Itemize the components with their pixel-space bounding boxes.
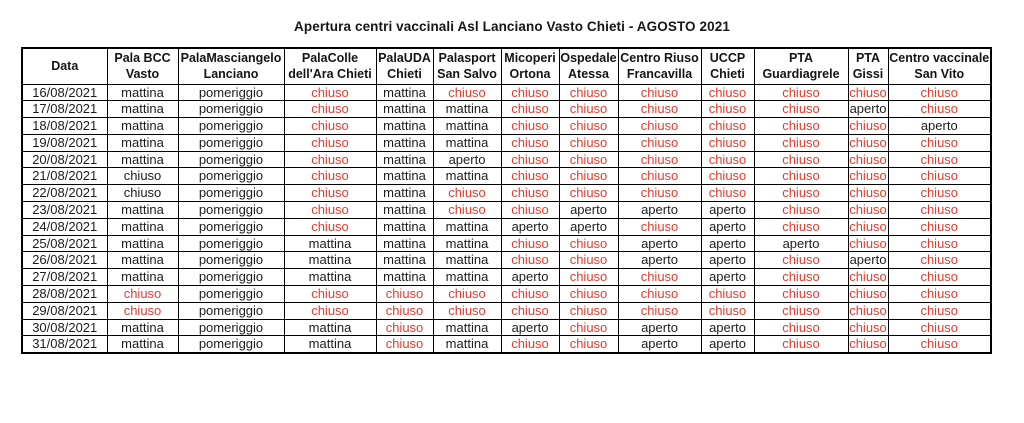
status-cell: mattina [107, 235, 178, 252]
status-cell: aperto [618, 202, 701, 219]
table-header [22, 48, 991, 84]
header-cell-site-8 [701, 48, 754, 84]
status-cell: pomeriggio [178, 319, 284, 336]
status-cell: mattina [433, 218, 501, 235]
status-cell: aperto [849, 101, 887, 117]
status-cell: mattina [107, 151, 178, 168]
header-cell-site-10 [848, 48, 888, 84]
status-cell: mattina [376, 202, 433, 219]
status-cell: chiuso [501, 235, 559, 252]
status-cell: pomeriggio [178, 202, 284, 219]
status-cell: mattina [433, 118, 501, 135]
status-cell: chiuso [501, 168, 559, 185]
status-cell: chiuso [618, 218, 701, 235]
status-cell: aperto [888, 118, 991, 135]
schedule-table-wrapper [21, 47, 992, 354]
status-cell: chiuso [754, 134, 848, 151]
status-cell: aperto [501, 218, 559, 235]
header-cell-site-9 [754, 48, 848, 84]
status-cell: chiuso [849, 235, 887, 251]
status-cell: mattina [376, 185, 433, 202]
status-cell: chiuso [888, 235, 991, 252]
status-cell: aperto [618, 252, 701, 269]
status-cell: chiuso [284, 302, 376, 319]
status-cell: mattina [433, 319, 501, 336]
date-cell: 29/08/2021 [22, 302, 107, 319]
status-cell: chiuso [559, 151, 618, 168]
status-cell: chiuso [559, 235, 618, 252]
status-cell: pomeriggio [178, 151, 284, 168]
status-cell: aperto [618, 336, 701, 353]
status-cell: chiuso [754, 151, 848, 168]
status-cell: chiuso [501, 185, 559, 202]
status-cell: chiuso [618, 269, 701, 286]
header-line2: San Salvo [437, 67, 497, 82]
table-row [22, 202, 991, 219]
status-cell: chiuso [501, 134, 559, 151]
status-cell: chiuso [284, 134, 376, 151]
status-cell: aperto [701, 319, 754, 336]
status-cell: chiuso [501, 302, 559, 319]
status-cell: chiuso [284, 101, 376, 118]
table-row [22, 185, 991, 202]
date-cell: 22/08/2021 [22, 185, 107, 202]
header-line1: Pala BCC [114, 50, 171, 65]
date-cell: 28/08/2021 [22, 286, 107, 303]
status-cell: chiuso [888, 101, 991, 118]
status-cell: chiuso [849, 336, 887, 352]
status-cell: pomeriggio [178, 185, 284, 202]
status-cell: chiuso [376, 336, 433, 353]
status-cell: chiuso [754, 185, 848, 202]
table-row [22, 286, 991, 303]
status-cell: chiuso [618, 151, 701, 168]
date-cell: 17/08/2021 [22, 101, 107, 118]
status-cell: pomeriggio [178, 286, 284, 303]
status-cell: chiuso [559, 319, 618, 336]
header-line1: PalaColle [301, 50, 359, 65]
header-line1: Centro vaccinale [889, 50, 990, 65]
status-cell: chiuso [888, 134, 991, 151]
status-cell: chiuso [433, 202, 501, 219]
date-cell: 26/08/2021 [22, 252, 107, 269]
status-cell: aperto [701, 218, 754, 235]
status-cell: chiuso [754, 336, 848, 353]
date-cell: 21/08/2021 [22, 168, 107, 185]
date-cell: 16/08/2021 [22, 84, 107, 101]
status-cell: mattina [284, 252, 376, 269]
date-cell: 19/08/2021 [22, 134, 107, 151]
status-cell: mattina [433, 168, 501, 185]
date-cell: 18/08/2021 [22, 118, 107, 135]
status-cell: mattina [107, 101, 178, 118]
status-cell: chiuso [888, 151, 991, 168]
status-cell: aperto [701, 336, 754, 353]
status-cell: mattina [433, 269, 501, 286]
status-cell: chiuso [754, 118, 848, 135]
status-cell: chiuso [754, 286, 848, 303]
status-cell: pomeriggio [178, 168, 284, 185]
status-cell: chiuso [618, 168, 701, 185]
status-cell: chiuso [559, 336, 618, 353]
date-cell: 23/08/2021 [22, 202, 107, 219]
status-cell: mattina [376, 168, 433, 185]
status-cell: chiuso [701, 286, 754, 303]
date-cell: 27/08/2021 [22, 269, 107, 286]
status-cell: chiuso [849, 185, 887, 201]
status-cell: chiuso [284, 185, 376, 202]
status-cell: mattina [376, 252, 433, 269]
table-row [22, 101, 991, 118]
header-line2: Ortona [509, 67, 551, 82]
status-cell: chiuso [501, 336, 559, 353]
status-cell: chiuso [754, 319, 848, 336]
status-cell: chiuso [433, 302, 501, 319]
header-line1: PalaUDA [378, 50, 431, 65]
status-cell: aperto [701, 269, 754, 286]
status-cell: chiuso [559, 302, 618, 319]
status-cell: chiuso [376, 302, 433, 319]
status-cell: chiuso [888, 252, 991, 269]
status-cell: aperto [433, 151, 501, 168]
header-line1: Centro Riuso [620, 50, 699, 65]
status-cell: chiuso [849, 202, 887, 218]
status-cell: mattina [107, 336, 178, 353]
status-cell: chiuso [559, 185, 618, 202]
status-cell: chiuso [754, 168, 848, 185]
status-cell: chiuso [754, 84, 848, 101]
status-cell: mattina [376, 134, 433, 151]
header-cell-site-7 [618, 48, 701, 84]
status-cell: pomeriggio [178, 302, 284, 319]
status-cell: chiuso [849, 118, 887, 134]
status-cell: chiuso [754, 302, 848, 319]
date-cell: 25/08/2021 [22, 235, 107, 252]
status-cell: mattina [433, 252, 501, 269]
status-cell: chiuso [433, 286, 501, 303]
header-cell-site-1 [178, 48, 284, 84]
status-cell: chiuso [888, 168, 991, 185]
status-cell: chiuso [754, 202, 848, 219]
table-row [22, 235, 991, 252]
status-cell: mattina [433, 101, 501, 118]
status-cell: chiuso [284, 118, 376, 135]
page-title: Apertura centri vaccinali Asl Lanciano Vasto Chieti - AGOSTO 2021 [294, 19, 730, 34]
status-cell: chiuso [618, 185, 701, 202]
header-row [22, 48, 991, 84]
status-cell: chiuso [701, 151, 754, 168]
status-cell: pomeriggio [178, 101, 284, 118]
table-row [22, 151, 991, 168]
header-line2: Chieti [710, 67, 745, 82]
status-cell: chiuso [559, 101, 618, 118]
status-cell: chiuso [618, 101, 701, 118]
status-cell: aperto [754, 235, 848, 252]
status-cell: chiuso [433, 84, 501, 101]
header-line2: Lanciano [203, 67, 259, 82]
status-cell: pomeriggio [178, 269, 284, 286]
status-cell: chiuso [107, 286, 178, 303]
status-cell: chiuso [284, 84, 376, 101]
status-cell: chiuso [501, 286, 559, 303]
date-cell: 31/08/2021 [22, 336, 107, 353]
status-cell: chiuso [559, 286, 618, 303]
header-line1: PTA [788, 50, 814, 65]
status-cell: chiuso [849, 151, 887, 167]
table-row [22, 252, 991, 269]
status-cell: chiuso [284, 202, 376, 219]
header-cell-site-11 [888, 48, 991, 84]
status-cell: mattina [107, 269, 178, 286]
status-cell: chiuso [754, 252, 848, 269]
status-cell: mattina [376, 151, 433, 168]
status-cell: chiuso [849, 134, 887, 150]
status-cell: chiuso [701, 118, 754, 135]
header-line1: Micoperi [504, 50, 556, 65]
status-cell: mattina [284, 235, 376, 252]
header-line2: dell'Ara Chieti [288, 67, 372, 82]
header-cell-site-2 [284, 48, 376, 84]
status-cell: chiuso [501, 252, 559, 269]
status-cell: chiuso [849, 168, 887, 184]
status-cell: chiuso [618, 134, 701, 151]
status-cell: chiuso [849, 269, 887, 285]
status-cell: mattina [284, 336, 376, 353]
status-cell: aperto [701, 202, 754, 219]
header-line2: Francavilla [626, 67, 693, 82]
status-cell: chiuso [888, 319, 991, 336]
status-cell: chiuso [501, 118, 559, 135]
table-row [22, 218, 991, 235]
status-cell: mattina [376, 269, 433, 286]
status-cell: chiuso [849, 84, 887, 100]
status-cell: aperto [849, 252, 887, 268]
table-row [22, 269, 991, 286]
header-line2: Atessa [568, 67, 609, 82]
status-cell: chiuso [618, 302, 701, 319]
status-cell: chiuso [376, 319, 433, 336]
status-cell: pomeriggio [178, 118, 284, 135]
table-row [22, 336, 991, 353]
status-cell: chiuso [888, 185, 991, 202]
status-cell: chiuso [701, 134, 754, 151]
status-cell: pomeriggio [178, 134, 284, 151]
status-cell: chiuso [501, 101, 559, 118]
header-line1: PTA [855, 50, 881, 65]
table-row [22, 118, 991, 135]
date-cell: 20/08/2021 [22, 151, 107, 168]
header-cell-data: Data [22, 48, 107, 84]
status-cell: mattina [376, 235, 433, 252]
header-line1: Palasport [438, 50, 496, 65]
status-cell: chiuso [559, 134, 618, 151]
header-line2: Vasto [125, 67, 160, 82]
status-cell: chiuso [888, 84, 991, 101]
status-cell: aperto [701, 252, 754, 269]
header-line1: PalaMasciangelo [180, 50, 282, 65]
status-cell: aperto [618, 235, 701, 252]
status-cell: aperto [501, 269, 559, 286]
status-cell: chiuso [754, 101, 848, 118]
status-cell: mattina [376, 218, 433, 235]
status-cell: mattina [376, 84, 433, 101]
table-row [22, 84, 991, 101]
table-row [22, 168, 991, 185]
table-row [22, 134, 991, 151]
status-cell: mattina [107, 252, 178, 269]
status-cell: chiuso [888, 336, 991, 353]
header-cell-site-5 [501, 48, 559, 84]
status-cell: aperto [559, 202, 618, 219]
table-row [22, 319, 991, 336]
date-cell: 24/08/2021 [22, 218, 107, 235]
status-cell: aperto [701, 235, 754, 252]
status-cell: mattina [107, 218, 178, 235]
status-cell: chiuso [701, 101, 754, 118]
header-cell-site-3 [376, 48, 433, 84]
status-cell: chiuso [284, 218, 376, 235]
status-cell: aperto [559, 218, 618, 235]
status-cell: chiuso [888, 202, 991, 219]
status-cell: chiuso [284, 168, 376, 185]
status-cell: mattina [107, 202, 178, 219]
status-cell: chiuso [754, 218, 848, 235]
status-cell: chiuso [888, 286, 991, 303]
status-cell: chiuso [559, 252, 618, 269]
status-cell: aperto [618, 319, 701, 336]
status-cell: mattina [433, 336, 501, 353]
status-cell: chiuso [559, 118, 618, 135]
status-cell: chiuso [888, 269, 991, 286]
status-cell: mattina [433, 134, 501, 151]
status-cell: chiuso [701, 168, 754, 185]
status-cell: mattina [284, 269, 376, 286]
status-cell: chiuso [559, 269, 618, 286]
status-cell: chiuso [618, 84, 701, 101]
status-cell: chiuso [849, 302, 887, 318]
status-cell: pomeriggio [178, 235, 284, 252]
header-line1: UCCP [709, 50, 746, 65]
date-cell: 30/08/2021 [22, 319, 107, 336]
status-cell: pomeriggio [178, 218, 284, 235]
status-cell: pomeriggio [178, 336, 284, 353]
header-cell-site-0 [107, 48, 178, 84]
header-line2: San Vito [914, 67, 965, 82]
status-cell: chiuso [849, 319, 887, 335]
status-cell: chiuso [107, 185, 178, 202]
status-cell: mattina [433, 235, 501, 252]
status-cell: chiuso [501, 84, 559, 101]
status-cell: chiuso [849, 218, 887, 234]
status-cell: chiuso [501, 151, 559, 168]
status-cell: chiuso [107, 302, 178, 319]
status-cell: mattina [107, 319, 178, 336]
header-cell-site-4 [433, 48, 501, 84]
status-cell: mattina [107, 134, 178, 151]
status-cell: chiuso [559, 168, 618, 185]
status-cell: chiuso [559, 84, 618, 101]
header-line2: Guardiagrele [762, 67, 840, 82]
status-cell: mattina [107, 118, 178, 135]
status-cell: chiuso [501, 202, 559, 219]
status-cell: chiuso [376, 286, 433, 303]
status-cell: chiuso [618, 118, 701, 135]
status-cell: aperto [501, 319, 559, 336]
status-cell: chiuso [284, 151, 376, 168]
header-line1: Ospedale [560, 50, 617, 65]
status-cell: chiuso [888, 218, 991, 235]
status-cell: chiuso [701, 185, 754, 202]
status-cell: pomeriggio [178, 252, 284, 269]
status-cell: mattina [376, 118, 433, 135]
status-cell: chiuso [849, 286, 887, 302]
table-row [22, 302, 991, 319]
status-cell: chiuso [618, 286, 701, 303]
status-cell: chiuso [433, 185, 501, 202]
status-cell: pomeriggio [178, 84, 284, 101]
status-cell: mattina [284, 319, 376, 336]
header-line2: Gissi [852, 67, 884, 82]
status-cell: chiuso [107, 168, 178, 185]
status-cell: chiuso [701, 84, 754, 101]
status-cell: chiuso [701, 302, 754, 319]
status-cell: mattina [376, 101, 433, 118]
vaccination-schedule-table [21, 47, 992, 354]
table-body [22, 84, 991, 353]
status-cell: chiuso [754, 269, 848, 286]
header-cell-site-6 [559, 48, 618, 84]
header-line2: Chieti [387, 67, 422, 82]
status-cell: chiuso [888, 302, 991, 319]
status-cell: mattina [107, 84, 178, 101]
status-cell: chiuso [284, 286, 376, 303]
